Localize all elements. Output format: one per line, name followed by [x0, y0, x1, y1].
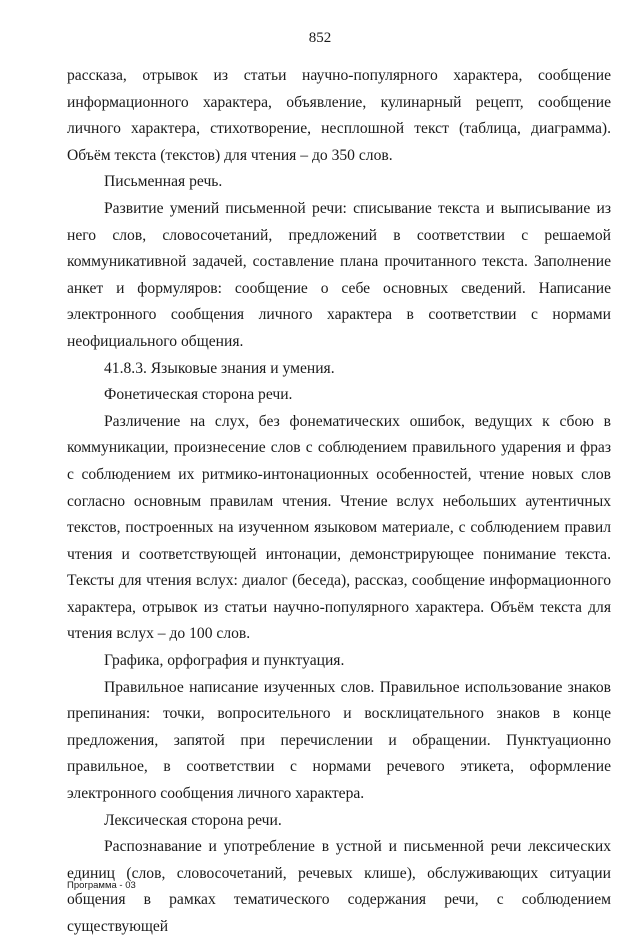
footer-label: Программа - 03	[67, 880, 136, 891]
heading-graphics-orthography: Графика, орфография и пунктуация.	[104, 652, 345, 670]
paragraph-written-skills: Развитие умений письменной речи: списывание текста и выписывание из него слов, словосочетаний, предложений в соответствии с решаемой коммуникативной задачей, составление плана прочитанного текста. Заполнение анкет и формуляров: сообщение о себе основных сведений. Написание электронного сообщения личного характера в соответствии с нормами неофициального общения.	[67, 199, 611, 350]
heading-phonetics: Фонетическая сторона речи.	[104, 386, 293, 404]
document-body	[67, 63, 611, 941]
heading-written-speech: Письменная речь.	[104, 173, 223, 191]
paragraph-continuation: рассказа, отрывок из статьи научно-популярного характера, сообщение информационного характера, объявление, кулинарный рецепт, сообщение личного характера, стихотворение, несплошной текст (таблица, диаграмма). Объём текста (текстов) для чтения – до 350 слов.	[67, 67, 611, 164]
heading-lexical: Лексическая сторона речи.	[104, 811, 282, 829]
section-heading-language-knowledge: 41.8.3. Языковые знания и умения.	[104, 359, 335, 377]
paragraph-phonetics: Различение на слух, без фонематических ошибок, ведущих к сбою в коммуникации, произнесение слов с соблюдением правильного ударения и фраз с соблюдением их ритмико-интонационных особенностей, чтение новых слов согласно основным правилам чтения. Чтение вслух небольших аутентичных текстов, построенных на изученном языковом материале, с соблюдением правил чтения и соответствующей интонации, демонстрирующее понимание текста. Тексты для чтения вслух: диалог (беседа), рассказ, сообщение информационного характера, отрывок из статьи научно-популярного характера. Объём текста для чтения вслух – до 100 слов.	[67, 412, 611, 643]
page-number: 852	[308, 30, 332, 46]
paragraph-lexical: Распознавание и употребление в устной и письменной речи лексических единиц (слов, словосочетаний, речевых клише), обслуживающих ситуации общения в рамках тематического содержания речи, с соблюдением существующей	[67, 838, 611, 935]
paragraph-orthography: Правильное написание изученных слов. Правильное использование знаков препинания: точки, вопросительного и восклицательного знаков в конце предложения, запятой при перечислении и обращении. Пунктуационно правильное, в соответствии с нормами речевого этикета, оформление электронного сообщения личного характера.	[67, 678, 611, 803]
